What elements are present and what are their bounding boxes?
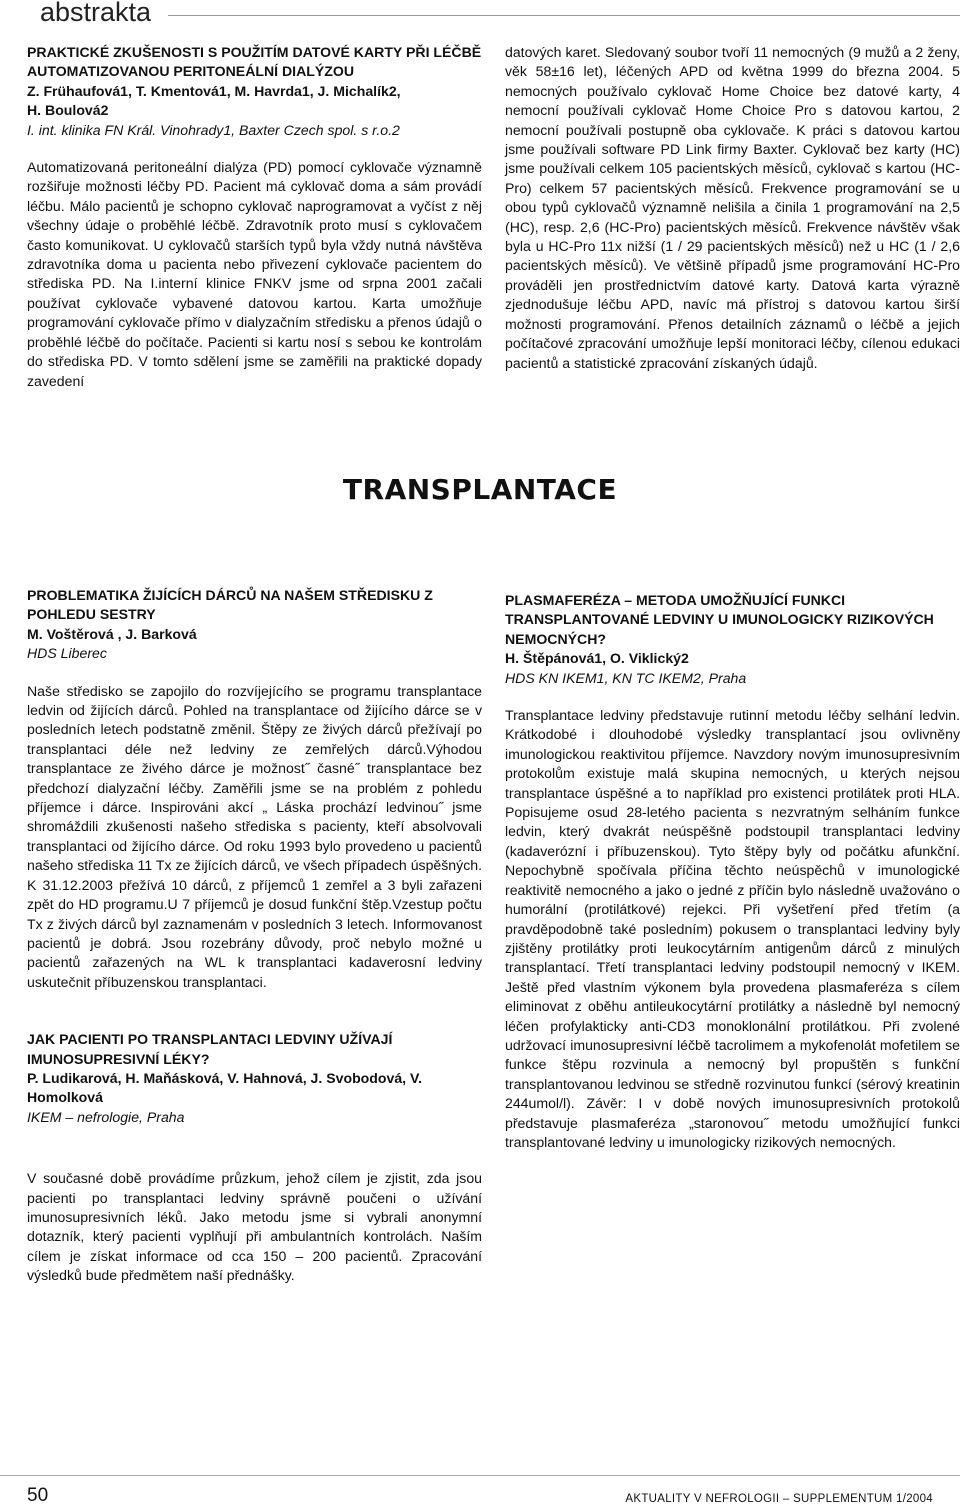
journal-name: AKTUALITY V NEFROLOGII – SUPPLEMENTUM 1/2004 (625, 1493, 933, 1505)
page-number: 50 (27, 1485, 49, 1505)
left-column-bottom (27, 586, 482, 1286)
article-2-body: Naše středisko se zapojilo do rozvíjejícího se programu transplantace ledvin od žijících dárců. Pohled na transplantace od žijícího dárce se v posledních letech podstatně změnil. Štěpy ze živých dárců přežívají po transplantaci déle než ledviny ze zemřelých dárců.Výhodou transplantace ze živého dárce je možnost˝ časné˝ transplantace bez předchozí dialyzační léčby. Zaměřili jsme se na problém z pohledu příjemce i dárce. Inspirováni akcí „ Láska prochází ledvinou˝ jsme shromáždili zkušenosti našeho střediska s pacienty, kteří absolvovali transplantaci od žijícího dárce. Od roku 1993 bylo provedeno u pacientů našeho střediska 11 Tx ze žijících dárců, ve všech případech úspěšných. K 31.12.2003 přežívá 10 dárců, z příjemců 1 zemřel a 3 byli zařazeni zpět do HD programu.U 7 příjemců je dosud funkční štěp.Vzestup počtu Tx z živých dárců byl zaznamenám v posledních 3 letech. Informovanost pacientů je dobrá. Jsou rozebrány důvody, proč nebylo možné u pacientů zařazených na WL k transplantaci kadaverosní ledviny uskutečnit příbuzenskou transplantaci. (27, 682, 482, 990)
section-heading-transplantace: TRANSPLANTACE (342, 473, 618, 506)
header-rule (168, 15, 960, 16)
article-3-affiliation: IKEM – nefrologie, Praha (27, 1108, 185, 1125)
article-1-left-column (27, 43, 482, 391)
footer-rule (0, 1475, 960, 1476)
article-3-authors: P. Ludikarová, H. Maňásková, V. Hahnová, J. Svobodová, V. Homolková (27, 1069, 423, 1106)
article-4-title: PLASMAFERÉZA – METODA UMOŽŇUJÍCÍ FUNKCI TRANSPLANTOVANÉ LEDVINY U IMUNOLOGICKY RIZIKOVÝCH NEMOCNÝCH? (505, 592, 934, 647)
article-2-title: PROBLEMATIKA ŽIJÍCÍCH DÁRCŮ NA NAŠEM STŘEDISKU Z POHLEDU SESTRY (27, 587, 433, 623)
article-4-body: Transplantace ledviny představuje rutinní metodu léčby selhání ledvin. Krátkodobé i dlouhodobé výsledky transplantací jsou ovlivněny imunologickou reaktivitou příjemce. Navzdory novým imunosupresivním protokolům existuje malá skupina nemocných, u kterých nejsou transplantace úspěšné a to například pro existenci protilátek proti HLA. Popisujeme osud 28-letého pacienta s nezvratným selháním funkce ledvin, který dvakrát neúspěšně podstoupil transplantaci ledviny (kadaverózní i příbuzenskou). Tyto štěpy byly od počátku afunkční. Nepochybně spočívala příčina těchto neúspěchů v imunologické reaktivitě nemocného a jako o jedné z příčin bylo následně uvažováno o humorální (protilátkové) rejekci. Při vyšetření před třetím (a pravděpodobně také posledním) pokusem o transplantaci ledviny byly zjištěny protilátky proti leukocytárním antigenům dárců z minulých transplantací. Třetí transplantaci ledviny podstoupil nemocný v IKEM. Ještě před vlastním výkonem byla provedena plasmaferéza s cílem eliminovat z oběhu antileukocytární protilátky a následně byl nemocný léčen profylakticky anti-CD3 monoklonální protilátkou. Při zvolené udržovací imunosupresivní léčbě tacrolimem a mykofenolát mofetilem se funkce štěpu rozvinula a nemocný byl propuštěn s funkční transplantovanou ledvinou se středně rozvinutou funkcí (sérový kreatinin 244umol/l). Závěr: I v době nových imunosupresivních protokolů představuje plasmaferéza „staronovou˝ metodu umožňující funkci transplantované ledviny u imunologicky rizikových nemocných. (505, 707, 960, 1150)
article-4-authors: H. Štěpánová1, O. Viklický2 (505, 650, 689, 667)
page-header (0, 0, 960, 30)
article-1-authors-line-2: H. Boulová2 (27, 102, 109, 119)
article-3-title: JAK PACIENTI PO TRANSPLANTACI LEDVINY UŽÍVAJÍ IMUNOSUPRESIVNÍ LÉKY? (27, 1031, 393, 1067)
article-1-right-column (505, 43, 960, 373)
article-4-affiliation: HDS KN IKEM1, KN TC IKEM2, Praha (505, 669, 747, 686)
article-2-authors: M. Voštěrová , J. Barková (27, 625, 197, 642)
article-1-authors-line-1: Z. Frühaufová1, T. Kmentová1, M. Havrda1, J. Michalík2, (27, 82, 401, 99)
article-1-title: PRAKTICKÉ ZKUŠENOSTI S POUŽITÍM DATOVÉ KARTY PŘI LÉČBĚ AUTOMATIZOVANOU PERITONEÁLNÍ DIALÝZOU (27, 44, 482, 80)
right-column-bottom (505, 591, 960, 1152)
section-title: abstrakta (40, 0, 152, 27)
article-3-body: V současné době provádíme průzkum, jehož cílem je zjistit, zda jsou pacienti po transplantaci ledviny správně poučeni o užívání imunosupresivních léků. Jako metodu jsme si vybrali anonymní dotazník, který pacienti vyplňují při ambulantních kontrolách. Naším cílem je získat informace od cca 150 – 200 pacientů. Zpracování výsledků bude předmětem naší přednášky. (27, 1170, 482, 1284)
article-1-affiliation: I. int. klinika FN Král. Vinohrady1, Baxter Czech spol. s r.o.2 (27, 121, 400, 138)
article-2-affiliation: HDS Liberec (27, 645, 107, 662)
article-1-body-right: datových karet. Sledovaný soubor tvoří 11 nemocných (9 mužů a 2 ženy, věk 58±16 let), léčených APD od května 1999 do března 2004. 5 nemocných používalo cyklovač Home Choice bez datové karty, 4 nemocní používali cyklovač Home Choice Pro s datovou kartou, 2 nemocní používali postupně oba cyklovače. K práci s datovou kartou jsme používali software PD Link firmy Baxter. Cyklovač bez karty (HC) jsme používali celkem 105 pacientských měsíců, cyklovač s kartou (HC-Pro) celkem 57 pacientských měsíců. Frekvence programování se u obou typů cyklovačů významně nelišila a činila 1 programování na 2,5 (HC), resp. 2,6 (HC-Pro) pacientských měsíců. Frekvence návštěv však byla u HC-Pro 11x nižší (1 / 29 pacientských měsíců) než u HC (1 / 2,6 pacientských měsíců). Ve většině případů jsme programování HC-Pro prováděli jen prostřednictvím datové karty. Datová karta výrazně zjednodušuje léčbu APD, navíc má přístroj s datovou kartou širší možnosti programování. Přenos detailních záznamů o léčbě a jejich počítačové zpracování umožňuje lepší monitoraci léčby, cílenou edukaci pacientů a statistické zpracování získaných údajů. (505, 44, 960, 371)
article-1-body-left: Automatizovaná peritoneální dialýza (PD) pomocí cyklovače významně rozšiřuje možnosti léčby PD. Pacient má cyklovač doma a sám provádí léčbu. Málo pacientů je schopno cyklovač naprogramovat a vyčíst z něj všechny údaje o proběhlé léčbě. Zdravotník proto musí s cyklovačem často komunikovat. U cyklovačů starších typů byla vždy nutná návštěva zdravotníka doma u pacienta nebo přivezení cyklovače pacientem do střediska PD. Na I.interní klinice FNKV jsme od srpna 2001 začali používat cyklovače vybavené datovou kartou. Karta umožňuje programování cyklovače přímo v dialyzačním středisku a přenos údajů o proběhlé léčbě do počítače. Pacienti si kartu nosí s sebou ke kontrolám do střediska PD. V tomto sdělení jsme se zaměřili na praktické dopady zavedení (27, 159, 482, 389)
